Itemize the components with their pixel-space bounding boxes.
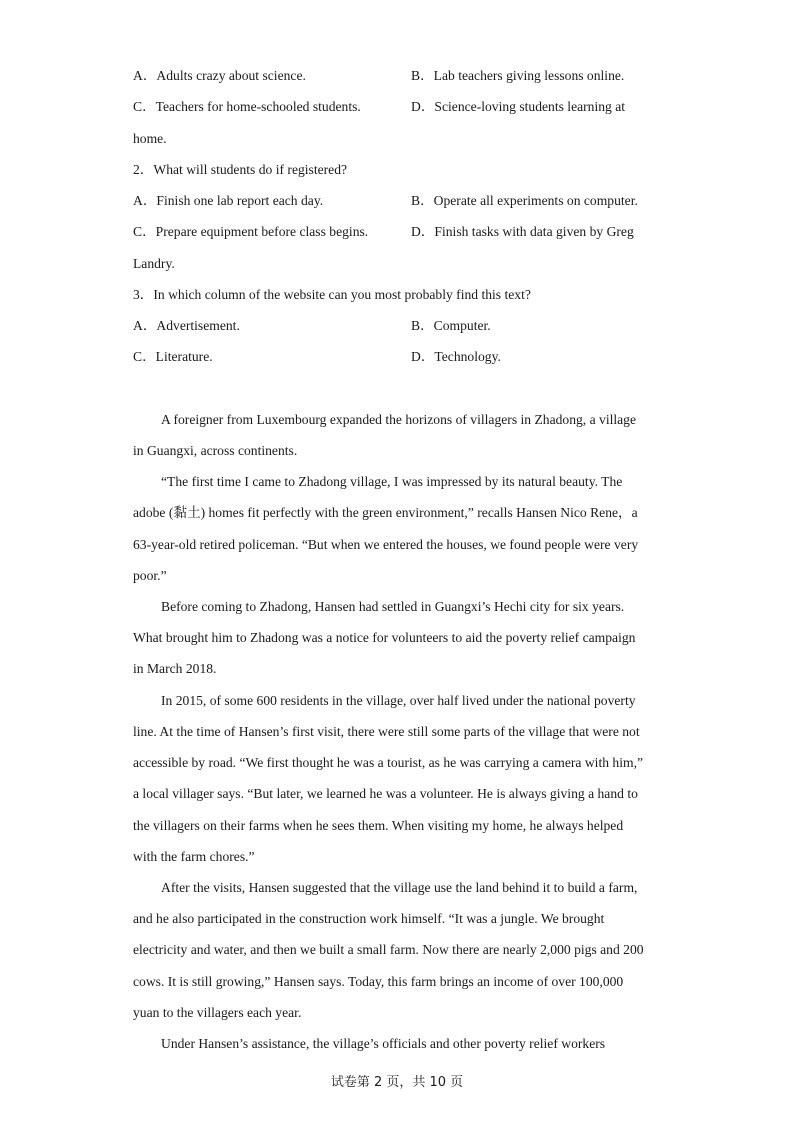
passage-p2-line: “The first time I came to Zhadong village, I was impressed by its natural beauty. The <box>161 474 623 489</box>
passage-p4-line: a local villager says. “But later, we learned he was a volunteer. He is always giving a hand to <box>133 786 638 801</box>
page-footer: 试卷第 2 页，共 10 页 <box>330 1075 464 1090</box>
q1-option-c: C．Teachers for home-schooled students. <box>133 99 361 114</box>
q3-option-b: B．Computer. <box>411 318 491 333</box>
passage-p2-line: poor.” <box>133 568 167 583</box>
q3-option-d: D．Technology. <box>411 349 501 364</box>
passage-p4-line: the villagers on their farms when he sees them. When visiting my home, he always helped <box>133 818 624 833</box>
q2-stem: 2．What will students do if registered? <box>133 162 348 177</box>
passage-p6-line: Under Hansen’s assistance, the village’s officials and other poverty relief workers <box>161 1036 606 1051</box>
q3-option-c: C．Literature. <box>133 349 213 364</box>
q1-option-d-continued: home. <box>133 131 167 146</box>
passage-p3-line: What brought him to Zhadong was a notice for volunteers to aid the poverty relief campaign <box>133 630 636 645</box>
q2-option-d: D．Finish tasks with data given by Greg <box>411 224 634 239</box>
passage-p4-line: accessible by road. “We first thought he was a tourist, as he was carrying a camera with him,” <box>133 755 644 770</box>
passage-p5-line: yuan to the villagers each year. <box>133 1005 302 1020</box>
passage-p1-line: in Guangxi, across continents. <box>133 443 298 458</box>
q2-option-b: B．Operate all experiments on computer. <box>411 193 638 208</box>
passage-p5-line: After the visits, Hansen suggested that the village use the land behind it to build a farm, <box>161 880 638 895</box>
passage-p4-line: In 2015, of some 600 residents in the village, over half lived under the national poverty <box>161 693 636 708</box>
q1-option-b: B．Lab teachers giving lessons online. <box>411 68 625 83</box>
q3-option-a: A．Advertisement. <box>133 318 240 333</box>
q1-option-a: A．Adults crazy about science. <box>133 68 306 83</box>
passage-p4-line: with the farm chores.” <box>133 849 255 864</box>
passage-p4-line: line. At the time of Hansen’s first visit, there were still some parts of the village that were not <box>133 724 640 739</box>
passage-p3-line: in March 2018. <box>133 661 217 676</box>
q2-option-d-continued: Landry. <box>133 256 175 271</box>
q3-stem: 3．In which column of the website can you most probably find this text? <box>133 287 531 302</box>
passage-p5-line: and he also participated in the construction work himself. “It was a jungle. We brought <box>133 911 605 926</box>
q2-option-c: C．Prepare equipment before class begins. <box>133 224 369 239</box>
passage-p1-line: A foreigner from Luxembourg expanded the horizons of villagers in Zhadong, a village <box>161 412 637 427</box>
passage-p2-line: 63-year-old retired policeman. “But when we entered the houses, we found people were very <box>133 537 639 552</box>
q2-option-a: A．Finish one lab report each day. <box>133 193 324 208</box>
passage-p3-line: Before coming to Zhadong, Hansen had settled in Guangxi’s Hechi city for six years. <box>161 599 625 614</box>
passage-p2-line: adobe (黏土) homes fit perfectly with the green environment,” recalls Hansen Nico Rene，a <box>133 505 638 520</box>
q1-option-d: D．Science-loving students learning at <box>411 99 626 114</box>
passage-p5-line: electricity and water, and then we built a small farm. Now there are nearly 2,000 pigs and 200 <box>133 942 644 957</box>
passage-p5-line: cows. It is still growing,” Hansen says. Today, this farm brings an income of over 100,000 <box>133 974 624 989</box>
